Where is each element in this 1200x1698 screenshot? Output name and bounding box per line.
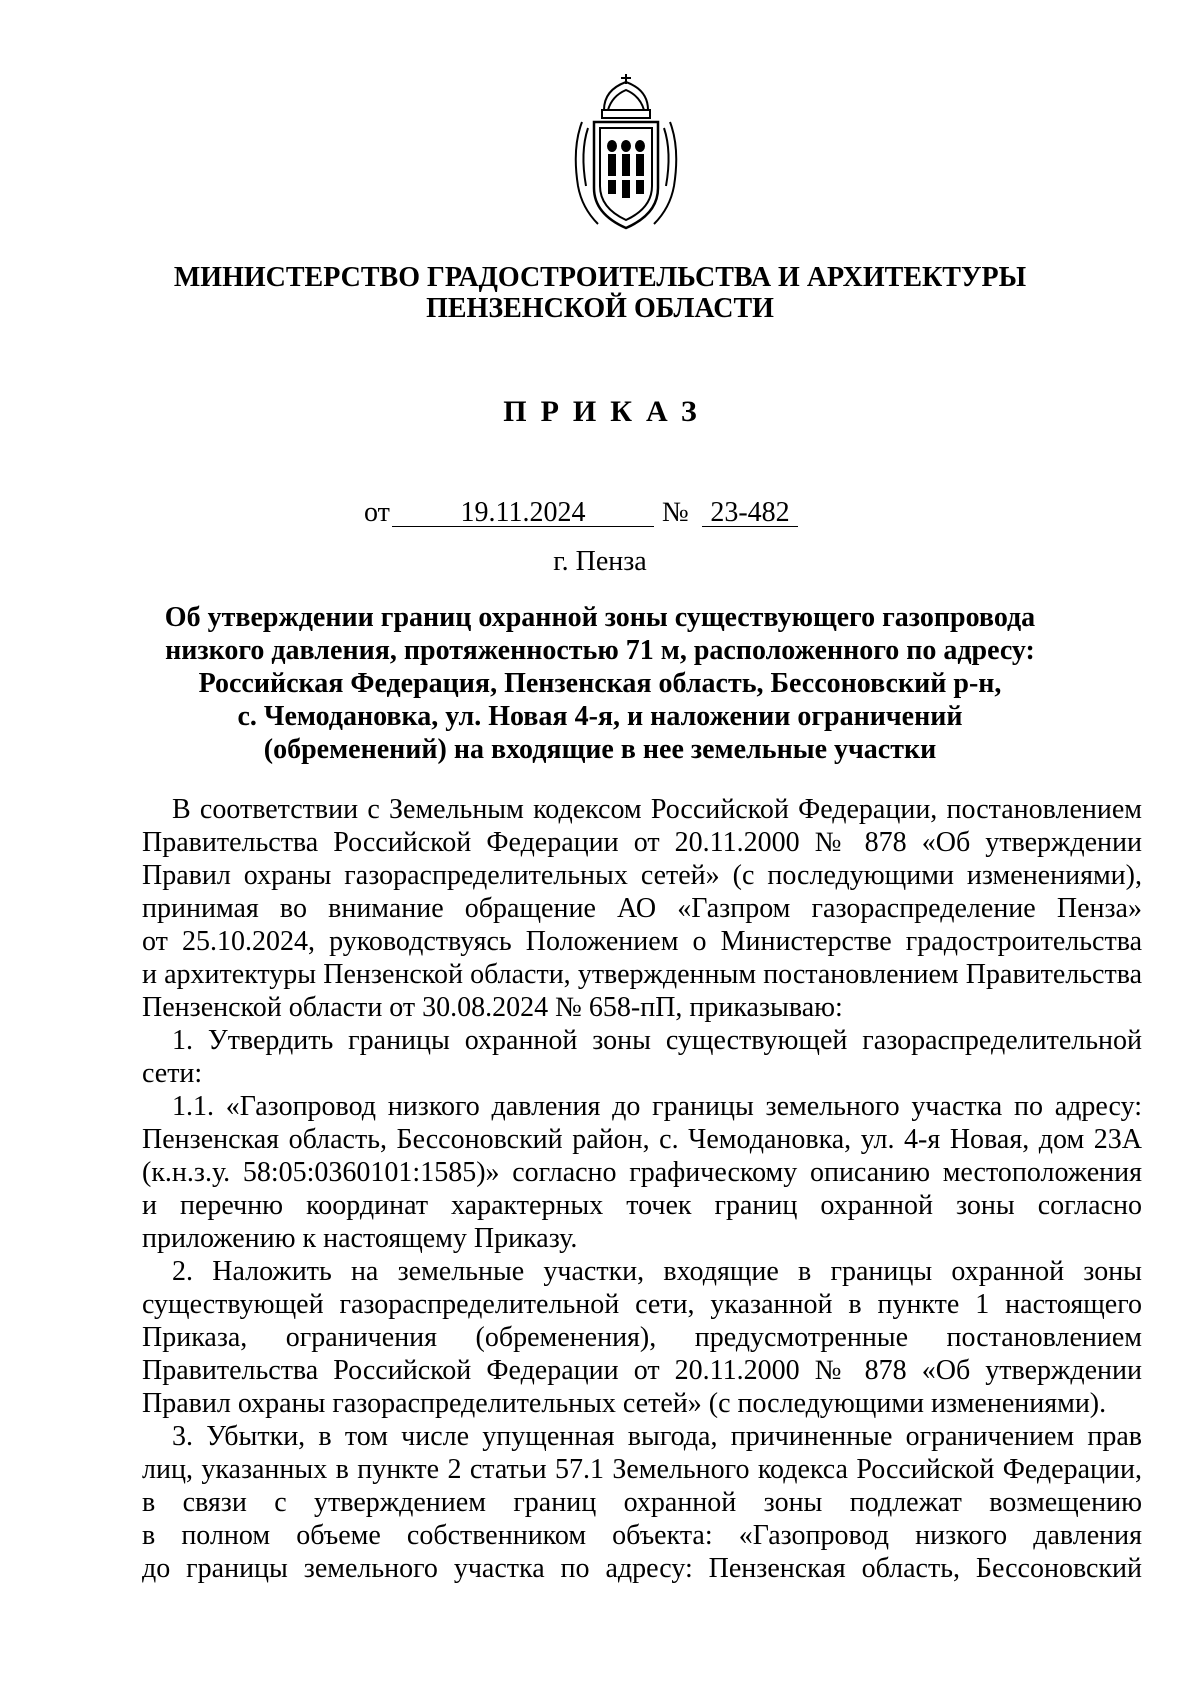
body-line: сети: xyxy=(142,1058,203,1089)
body-line: Приказа, ограничения (обременения), предусмотренные постановлением xyxy=(142,1322,1142,1353)
body-line: приложению к настоящему Приказу. xyxy=(142,1223,578,1254)
body-line: Правил охраны газораспределительных сетей» (с последующими изменениями), xyxy=(142,860,1142,891)
order-subject xyxy=(120,601,1080,766)
subject-line: Об утверждении границ охранной зоны существующего газопровода xyxy=(164,602,1036,633)
body-line: Правительства Российской Федерации от 20.11.2000 № 878 «Об утверждении xyxy=(142,827,1142,858)
number-prefix: № xyxy=(662,497,689,528)
body-line: 1.1. «Газопровод низкого давления до границы земельного участка по адресу: xyxy=(172,1091,1142,1122)
body-line: в полном объеме собственником объекта: «Газопровод низкого давления xyxy=(142,1520,1142,1551)
subject-line: с. Чемодановка, ул. Новая 4-я, и наложении ограничений xyxy=(237,701,963,732)
body-line: Правительства Российской Федерации от 20.11.2000 № 878 «Об утверждении xyxy=(142,1355,1142,1386)
body-line: принимая во внимание обращение АО «Газпром газораспределение Пенза» xyxy=(142,893,1142,924)
ministry-name-line-1: МИНИСТЕРСТВО ГРАДОСТРОИТЕЛЬСТВА И АРХИТЕКТУРЫ xyxy=(173,262,1027,293)
body-line: 2. Наложить на земельные участки, входящие в границы охранной зоны xyxy=(172,1256,1142,1287)
body-line: Правил охраны газораспределительных сетей» (с последующими изменениями). xyxy=(142,1388,1107,1419)
body-line: лиц, указанных в пункте 2 статьи 57.1 Земельного кодекса Российской Федерации, xyxy=(142,1454,1142,1485)
body-line: в связи с утверждением границ охранной зоны подлежат возмещению xyxy=(142,1487,1142,1518)
body-line: (к.н.з.у. 58:05:0360101:1585)» согласно графическому описанию местоположения xyxy=(142,1157,1142,1188)
body-line: от 25.10.2024, руководствуясь Положением о Министерстве градостроительства xyxy=(142,926,1142,957)
ministry-name xyxy=(100,262,1100,324)
order-body xyxy=(142,793,1142,1585)
body-line: и архитектуры Пензенской области, утвержденным постановлением Правительства xyxy=(142,959,1142,990)
body-line: В соответствии с Земельным кодексом Российской Федерации, постановлением xyxy=(172,794,1142,825)
order-number: 23-482 xyxy=(702,495,798,527)
city: г. Пенза xyxy=(553,546,647,577)
subject-line: низкого давления, протяженностью 71 м, расположенного по адресу: xyxy=(165,635,1035,666)
body-line: до границы земельного участка по адресу: Пензенская область, Бессоновский xyxy=(142,1553,1142,1584)
subject-line: (обременений) на входящие в нее земельные участки xyxy=(263,734,937,765)
body-line: и перечню координат характерных точек границ охранной зоны согласно xyxy=(142,1190,1142,1221)
body-line: 1. Утвердить границы охранной зоны существующей газораспределительной xyxy=(172,1025,1142,1056)
body-line: Пензенская область, Бессоновский район, с. Чемодановка, ул. 4-я Новая, дом 23А xyxy=(142,1124,1142,1155)
body-line: существующей газораспределительной сети, указанной в пункте 1 настоящего xyxy=(142,1289,1142,1320)
body-line: 3. Убытки, в том числе упущенная выгода, причиненные ограничением прав xyxy=(172,1421,1142,1452)
ministry-name-line-2: ПЕНЗЕНСКОЙ ОБЛАСТИ xyxy=(426,293,774,324)
body-line: Пензенской области от 30.08.2024 № 658-пП, приказываю: xyxy=(142,992,843,1023)
document-title: ПРИКАЗ xyxy=(503,395,711,428)
order-date: 19.11.2024 xyxy=(392,495,654,527)
date-number-row xyxy=(0,495,1200,531)
date-prefix: от xyxy=(364,497,390,528)
coat-of-arms-icon xyxy=(568,68,684,238)
subject-line: Российская Федерация, Пензенская область, Бессоновский р-н, xyxy=(198,668,1002,699)
